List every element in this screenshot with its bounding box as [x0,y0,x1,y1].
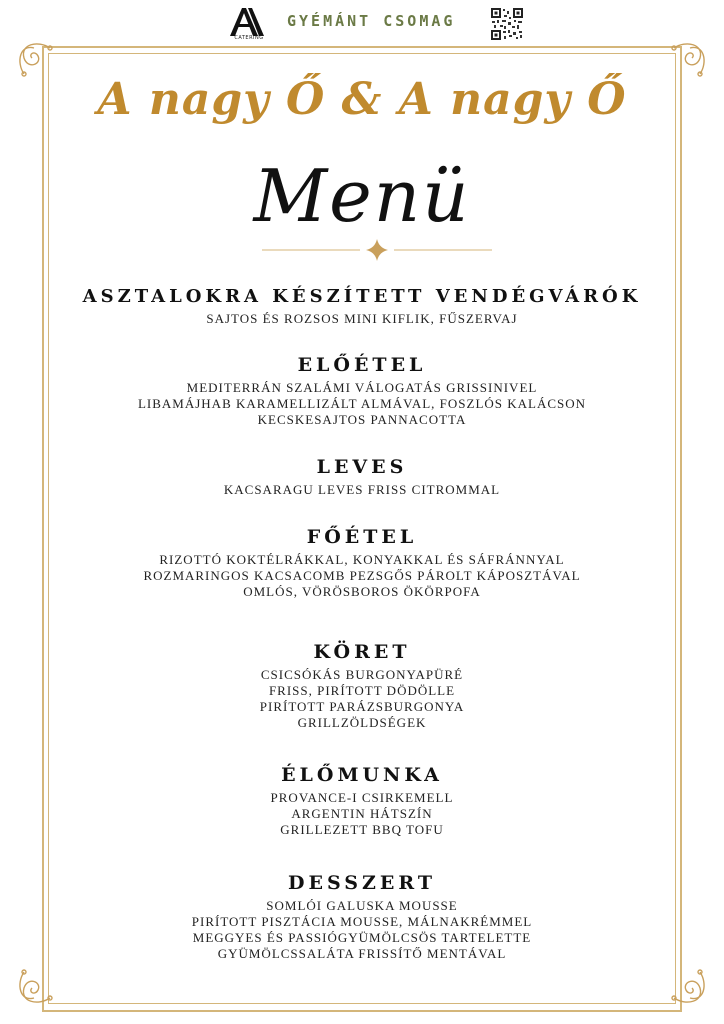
couple-title: A nagy Ő & A nagy Ő [97,74,627,125]
corner-ornament-icon [10,962,60,1012]
menu-item: CSICSÓKÁS BURGONYAPÜRÉ [260,667,464,682]
menu-item: SAJTOS ÉS ROZSOS MINI KIFLIK, FŰSZERVAJ [206,311,518,326]
menu-item: PIRÍTOTT PISZTÁCIA MOUSSE, MÁLNAKRÉMMEL [191,914,533,929]
menu-item: OMLÓS, VÖRÖSBOROS ÖKÖRPOFA [243,584,481,599]
logo-word: CATERING [234,35,264,41]
menu-item: RIZOTTÓ KOKTÉLRÁKKAL, KONYAKKAL ÉS SÁFRÁNNYAL [159,552,565,567]
menu-item: PIRÍTOTT PARÁZSBURGONYA [259,699,465,714]
menu-item: GRILLZÖLDSÉGEK [297,715,427,730]
section-main-course [0,526,724,600]
menu-item: KACSARAGU LEVES FRISS CITROMMAL [223,482,501,497]
section-heading: KÖRET [313,641,411,663]
menu-item: GYÜMÖLCSSALÁTA FRISSÍTŐ MENTÁVAL [217,946,507,961]
menu-item: SOMLÓI GALUSKA MOUSSE [266,898,458,913]
section-soup [0,456,724,498]
section-heading: LEVES [316,456,408,478]
menu-item: GRILLEZETT BBQ TOFU [280,822,444,837]
sparkle-icon [262,238,492,262]
section-heading: ÉLŐMUNKA [281,764,443,786]
section-sides [0,641,724,731]
section-heading: DESSZERT [288,872,436,894]
menu-item: PROVANCE-I CSIRKEMELL [270,790,454,805]
header [0,4,724,44]
section-starter [0,354,724,428]
menu-item: MEDITERRÁN SZALÁMI VÁLOGATÁS GRISSINIVEL [186,380,538,395]
section-heading: FŐÉTEL [306,526,418,548]
package-name: GYÉMÁNT CSOMAG [287,12,456,30]
divider-ornament [262,238,492,262]
corner-ornament-icon [664,962,714,1012]
section-welcome [0,286,724,327]
logo-mark-icon [226,6,272,36]
section-live-cooking [0,764,724,838]
qr-code-icon [490,7,524,41]
menu-item: ROZMARINGOS KACSACOMB PEZSGŐS PÁROLT KÁPOSZTÁVAL [143,568,581,583]
menu-item: LIBAMÁJHAB KARAMELLIZÁLT ALMÁVAL, FOSZLÓS KALÁCSON [137,396,587,411]
menu-heading: Menü [253,154,471,238]
menu-item: ARGENTIN HÁTSZÍN [291,806,433,821]
menu-item: KECSKESAJTOS PANNACOTTA [257,412,467,427]
catering-logo [226,6,272,44]
menu-item: FRISS, PIRÍTOTT DÖDÖLLE [268,683,456,698]
section-dessert [0,872,724,962]
section-heading: ASZTALOKRA KÉSZÍTETT VENDÉGVÁRÓK [82,286,642,307]
section-heading: ELŐÉTEL [297,354,427,376]
menu-item: MEGGYES ÉS PASSIÓGYÜMÖLCSÖS TARTELETTE [192,930,532,945]
